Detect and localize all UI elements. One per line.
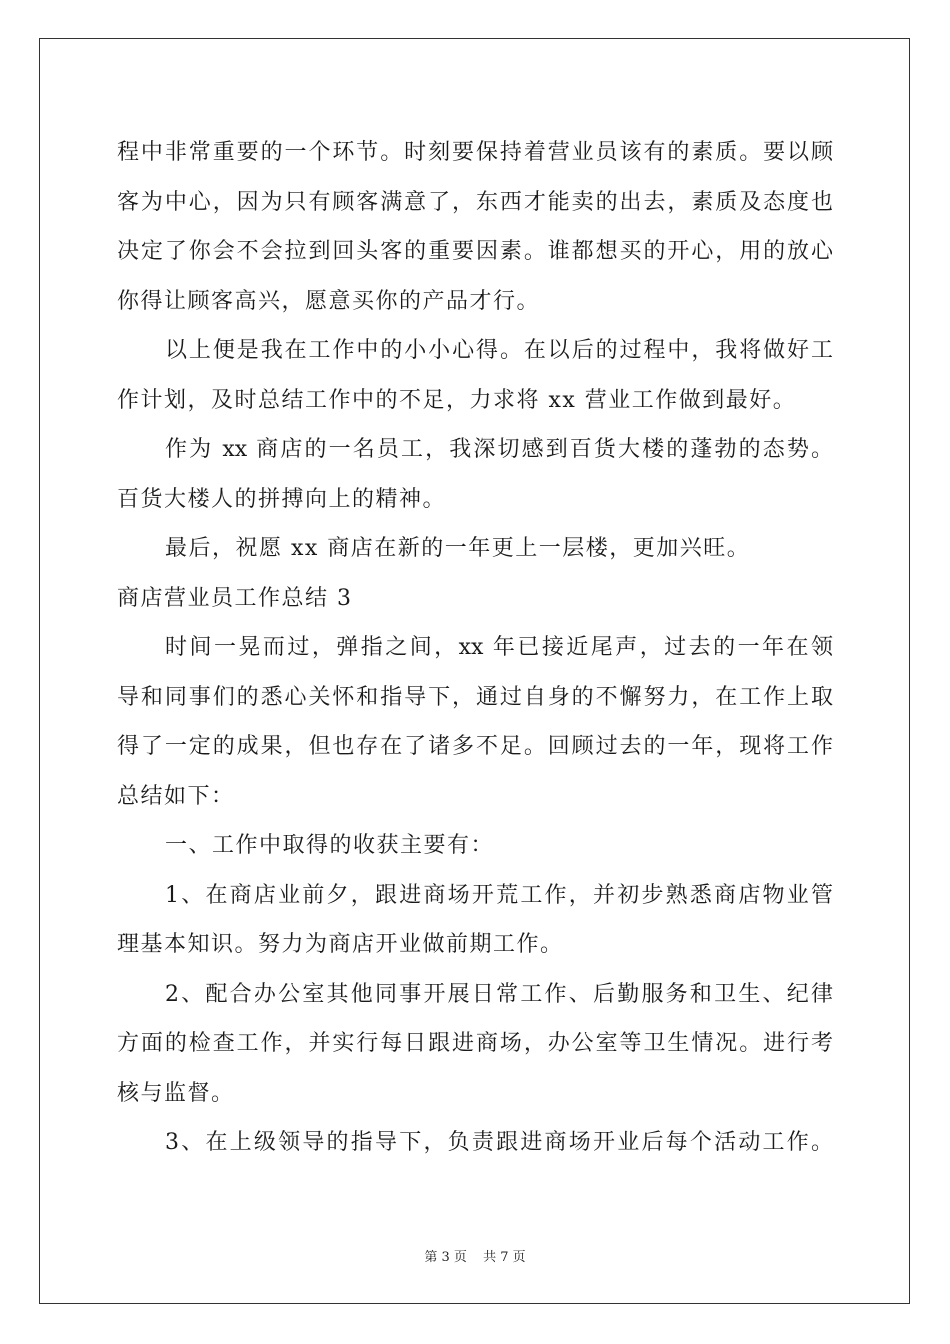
paragraph-line: 时间一晃而过，弹指之间，xx 年已接近尾声，过去的一年在领: [165, 635, 833, 660]
paragraph-line: 以上便是我在工作中的小小心得。在以后的过程中，我将做好工: [165, 338, 833, 363]
document-body: [117, 128, 833, 1168]
paragraph-line: 2、配合办公室其他同事开展日常工作、后勤服务和卫生、纪律: [165, 981, 833, 1007]
paragraph-line: 作计划，及时总结工作中的不足，力求将 xx 营业工作做到最好。: [117, 387, 797, 413]
paragraph-line: 你得让顾客高兴，愿意买你的产品才行。: [117, 288, 541, 314]
paragraph-line: 决定了你会不会拉到回头客的重要因素。谁都想买的开心，用的放心: [117, 239, 833, 264]
paragraph-line: 最后，祝愿 xx 商店在新的一年更上一层楼，更加兴旺。: [165, 536, 751, 561]
page-footer: [0, 1246, 950, 1265]
paragraph-line: 百货大楼人的拼搏向上的精神。: [117, 486, 447, 512]
paragraph-line: 作为 xx 商店的一名员工，我深切感到百货大楼的蓬勃的态势。: [165, 437, 833, 462]
page-number: 第 3 页: [424, 1250, 467, 1265]
paragraph-line: 得了一定的成果，但也存在了诸多不足。回顾过去的一年，现将工作: [117, 734, 833, 759]
paragraph-line: 1、在商店业前夕，跟进商场开荒工作，并初步熟悉商店物业管: [165, 882, 833, 908]
paragraph-line: 理基本知识。努力为商店开业做前期工作。: [117, 932, 564, 957]
paragraph-line: 3、在上级领导的指导下，负责跟进商场开业后每个活动工作。: [165, 1130, 833, 1155]
paragraph-line: 一、工作中取得的收获主要有：: [165, 833, 495, 858]
section-heading: 商店营业员工作总结 3: [117, 585, 353, 611]
paragraph-line: 程中非常重要的一个环节。时刻要保持着营业员该有的素质。要以顾: [117, 140, 833, 165]
paragraph-line: 核与监督。: [117, 1080, 235, 1106]
paragraph-line: 总结如下：: [117, 783, 235, 809]
page-total: 共 7 页: [483, 1250, 526, 1265]
paragraph-line: 导和同事们的悉心关怀和指导下，通过自身的不懈努力，在工作上取: [117, 684, 833, 710]
paragraph-line: 方面的检查工作，并实行每日跟进商场，办公室等卫生情况。进行考: [117, 1031, 833, 1056]
paragraph-line: 客为中心，因为只有顾客满意了，东西才能卖的出去，素质及态度也: [117, 189, 833, 215]
